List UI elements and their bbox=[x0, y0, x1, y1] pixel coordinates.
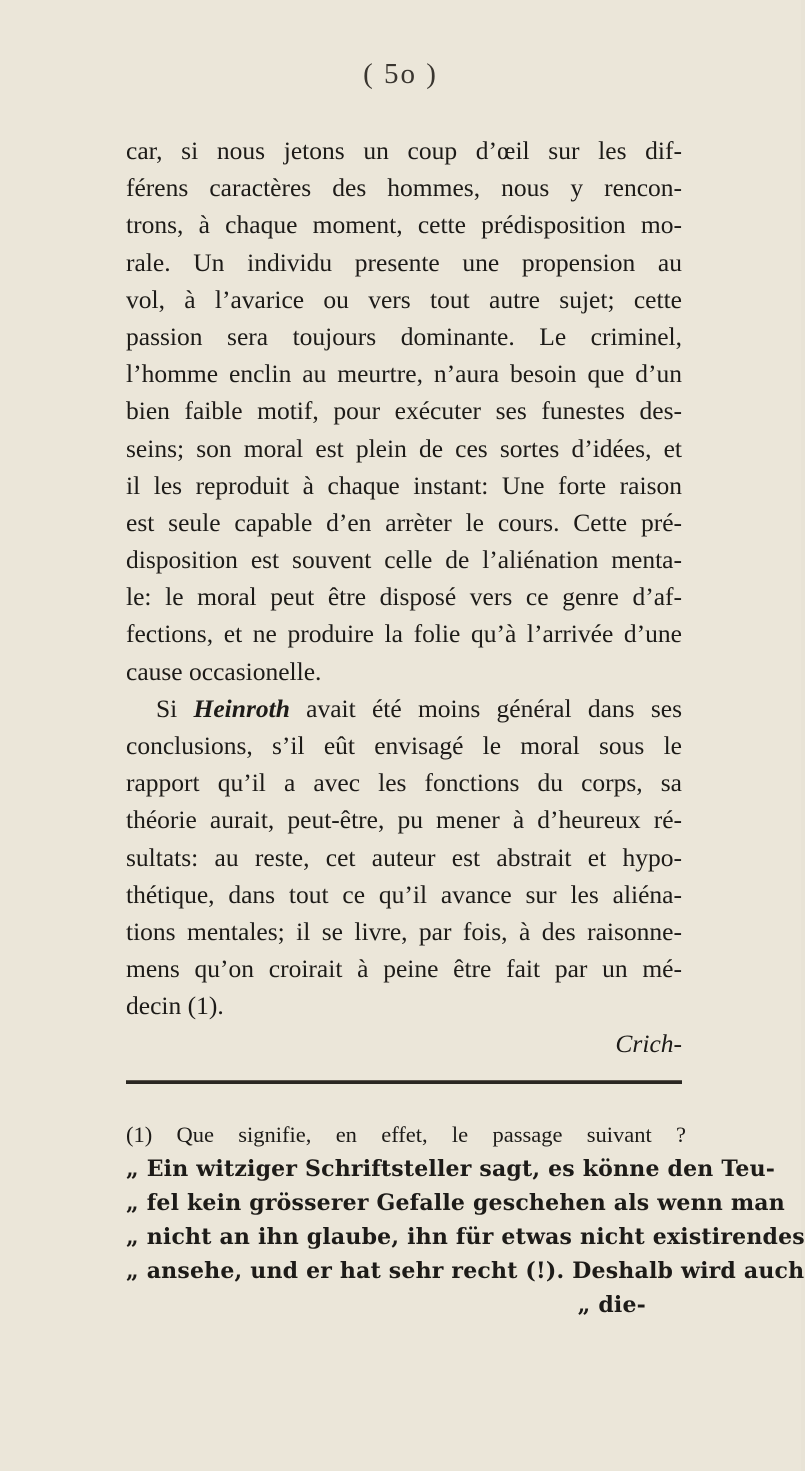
text-line: car, si nous jetons un coup d’œil sur les dif- bbox=[126, 136, 682, 165]
author-name: Heinroth bbox=[193, 693, 290, 723]
text-line: seins; son moral est plein de ces sortes d’idées, et bbox=[126, 433, 682, 463]
main-text bbox=[126, 132, 682, 1062]
text-line: il les reproduit à chaque instant: Une forte raison bbox=[126, 470, 682, 500]
footnote-divider bbox=[126, 1080, 682, 1084]
text-line: rapport qu’il a avec les fonctions du corps, sa bbox=[126, 768, 682, 798]
text-line: cause occasionelle. bbox=[126, 656, 322, 686]
text-line: sultats: au reste, cet auteur est abstrait et hypo- bbox=[126, 842, 682, 872]
paragraph-first-rest: avait été moins général dans ses bbox=[289, 693, 682, 723]
paragraph-2-first-line bbox=[126, 690, 682, 727]
text-line: férens caractères des hommes, nous y rencon- bbox=[126, 173, 682, 203]
text-line: est seule capable d’en arrèter le cours. Cette pré- bbox=[126, 507, 682, 537]
footnote-first-line: (1) Que signifie, en effet, le passage suivant ? bbox=[126, 1122, 686, 1147]
text-line: fections, et ne produire la folie qu’à l’arrivée d’une bbox=[126, 619, 682, 649]
footnote-quote-line: „ nicht an ihn glaube, ihn für etwas nicht existirendes bbox=[126, 1224, 805, 1250]
text-line: conclusions, s’il eût envisagé le moral sous le bbox=[126, 731, 682, 760]
text-line: mens qu’on croirait à peine être fait par un mé- bbox=[126, 954, 682, 984]
text-line: rale. Un individu presente une propension au bbox=[126, 247, 682, 277]
text-line: l’homme enclin au meurtre, n’aura besoin que d’un bbox=[126, 359, 682, 389]
text-line: passion sera toujours dominante. Le criminel, bbox=[126, 321, 682, 351]
paragraph-prefix: Si bbox=[156, 693, 194, 723]
text-line: disposition est souvent celle de l’aliénation menta- bbox=[126, 545, 682, 575]
text-line: théorie aurait, peut-être, pu mener à d’heureux ré- bbox=[126, 805, 682, 835]
text-line: decin (1). bbox=[126, 991, 224, 1021]
text-line: vol, à l’avarice ou vers tout autre sujet; cette bbox=[126, 284, 682, 314]
text-line: thétique, dans tout ce qu’il avance sur les aliéna- bbox=[126, 879, 682, 909]
footnote-quote-line: „ Ein witziger Schriftsteller sagt, es könne den Teu- bbox=[126, 1156, 776, 1182]
catchword: Crich- bbox=[615, 1028, 682, 1058]
text-line: bien faible motif, pour exécuter ses funestes des- bbox=[126, 396, 682, 426]
footnote-catchword: „ die- bbox=[577, 1292, 646, 1318]
text-line: tions mentales; il se livre, par fois, à des raisonne- bbox=[126, 916, 682, 946]
text-line: le: le moral peut être disposé vers ce genre d’af- bbox=[126, 582, 682, 612]
footnote-quote-line: „ ansehe, und er hat sehr recht (!). Deshalb wird auch bbox=[126, 1258, 805, 1284]
footnote bbox=[126, 1118, 805, 1322]
page-number: ( 5o ) bbox=[363, 58, 438, 90]
text-line: trons, à chaque moment, cette prédisposition mo- bbox=[126, 210, 682, 240]
footnote-quote-line: „ fel kein grösserer Gefalle geschehen als wenn man bbox=[126, 1190, 785, 1216]
